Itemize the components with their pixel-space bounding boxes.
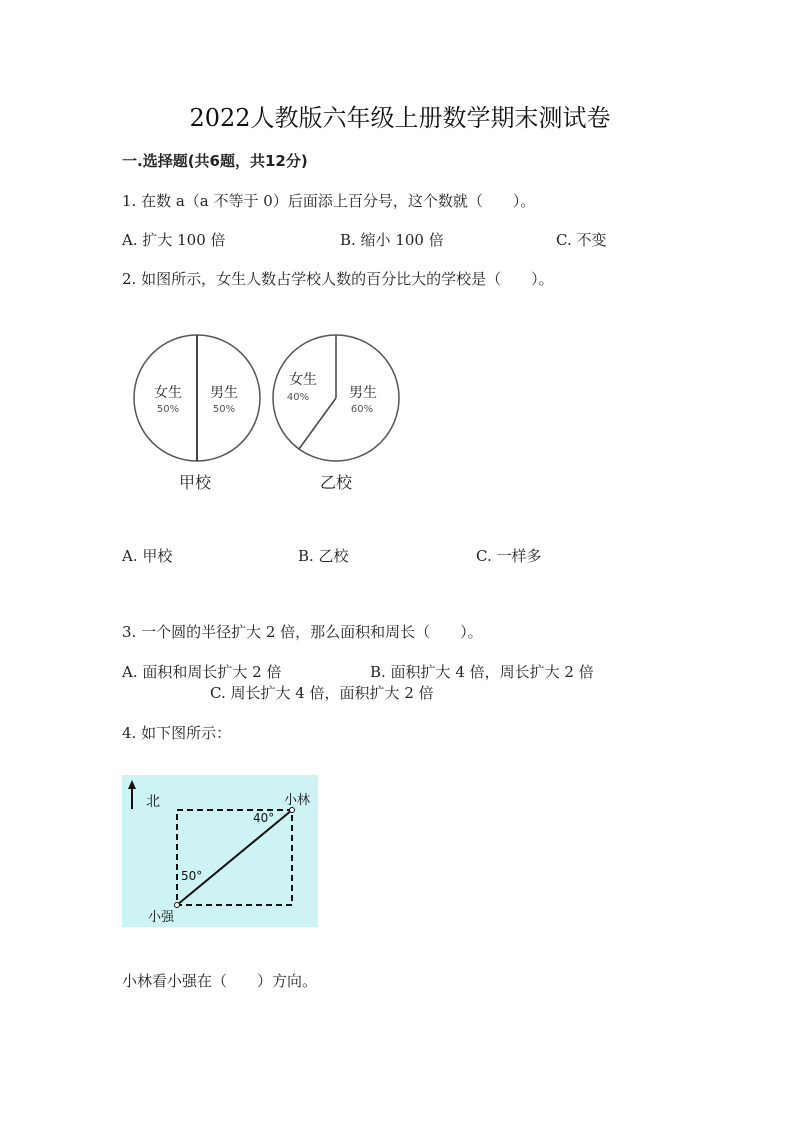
question-2-option-a: A. 甲校	[122, 547, 173, 565]
question-2-text: 2. 如图所示，女生人数占学校人数的百分比大的学校是（ ）。	[122, 270, 554, 288]
school-a-boys-pct: 50%	[212, 404, 236, 415]
section-heading: 一.选择题(共6题，共12分)	[122, 152, 308, 170]
question-4-text: 4. 如下图所示：	[122, 724, 232, 742]
question-1-text: 1. 在数 a（a 不等于 0）后面添上百分号，这个数就（ ）。	[122, 192, 536, 210]
school-b-boys-pct: 60%	[350, 404, 374, 415]
point-top	[290, 808, 295, 813]
angle-bottom-label: 50°	[181, 869, 203, 883]
question-4-followup: 小林看小强在（ ）方向。	[122, 972, 318, 990]
school-pie-charts-figure	[120, 320, 420, 500]
school-a-pie	[134, 335, 260, 492]
question-1-option-c: C. 不变	[556, 231, 607, 249]
question-3-option-a: A. 面积和周长扩大 2 倍	[122, 663, 282, 681]
page-title: 2022人教版六年级上册数学期末测试卷	[189, 104, 611, 132]
school-b-pie	[273, 335, 399, 492]
north-label: 北	[146, 794, 160, 810]
angle-top-label: 40°	[253, 811, 275, 825]
point-bottom-label: 小强	[148, 910, 175, 925]
question-1-option-b: B. 缩小 100 倍	[340, 231, 444, 249]
school-b-girls-label: 女生	[289, 372, 317, 388]
question-3-option-c: C. 周长扩大 4 倍，面积扩大 2 倍	[210, 684, 434, 702]
school-b-girls-pct: 40%	[286, 392, 310, 403]
question-3-option-b: B. 面积扩大 4 倍，周长扩大 2 倍	[370, 663, 594, 681]
point-top-label: 小林	[284, 793, 311, 808]
question-2-option-c: C. 一样多	[476, 547, 542, 565]
question-1-option-a: A. 扩大 100 倍	[122, 231, 226, 249]
school-b-boys-label: 男生	[349, 385, 377, 401]
school-a-name: 甲校	[178, 473, 212, 492]
school-a-boys-label: 男生	[210, 385, 238, 401]
school-b-name: 乙校	[319, 473, 353, 492]
point-bottom	[175, 903, 180, 908]
school-a-girls-label: 女生	[154, 385, 182, 401]
direction-figure	[122, 775, 318, 927]
question-2-option-b: B. 乙校	[298, 547, 349, 565]
school-a-girls-pct: 50%	[156, 404, 180, 415]
question-3-text: 3. 一个圆的半径扩大 2 倍，那么面积和周长（ ）。	[122, 623, 483, 641]
